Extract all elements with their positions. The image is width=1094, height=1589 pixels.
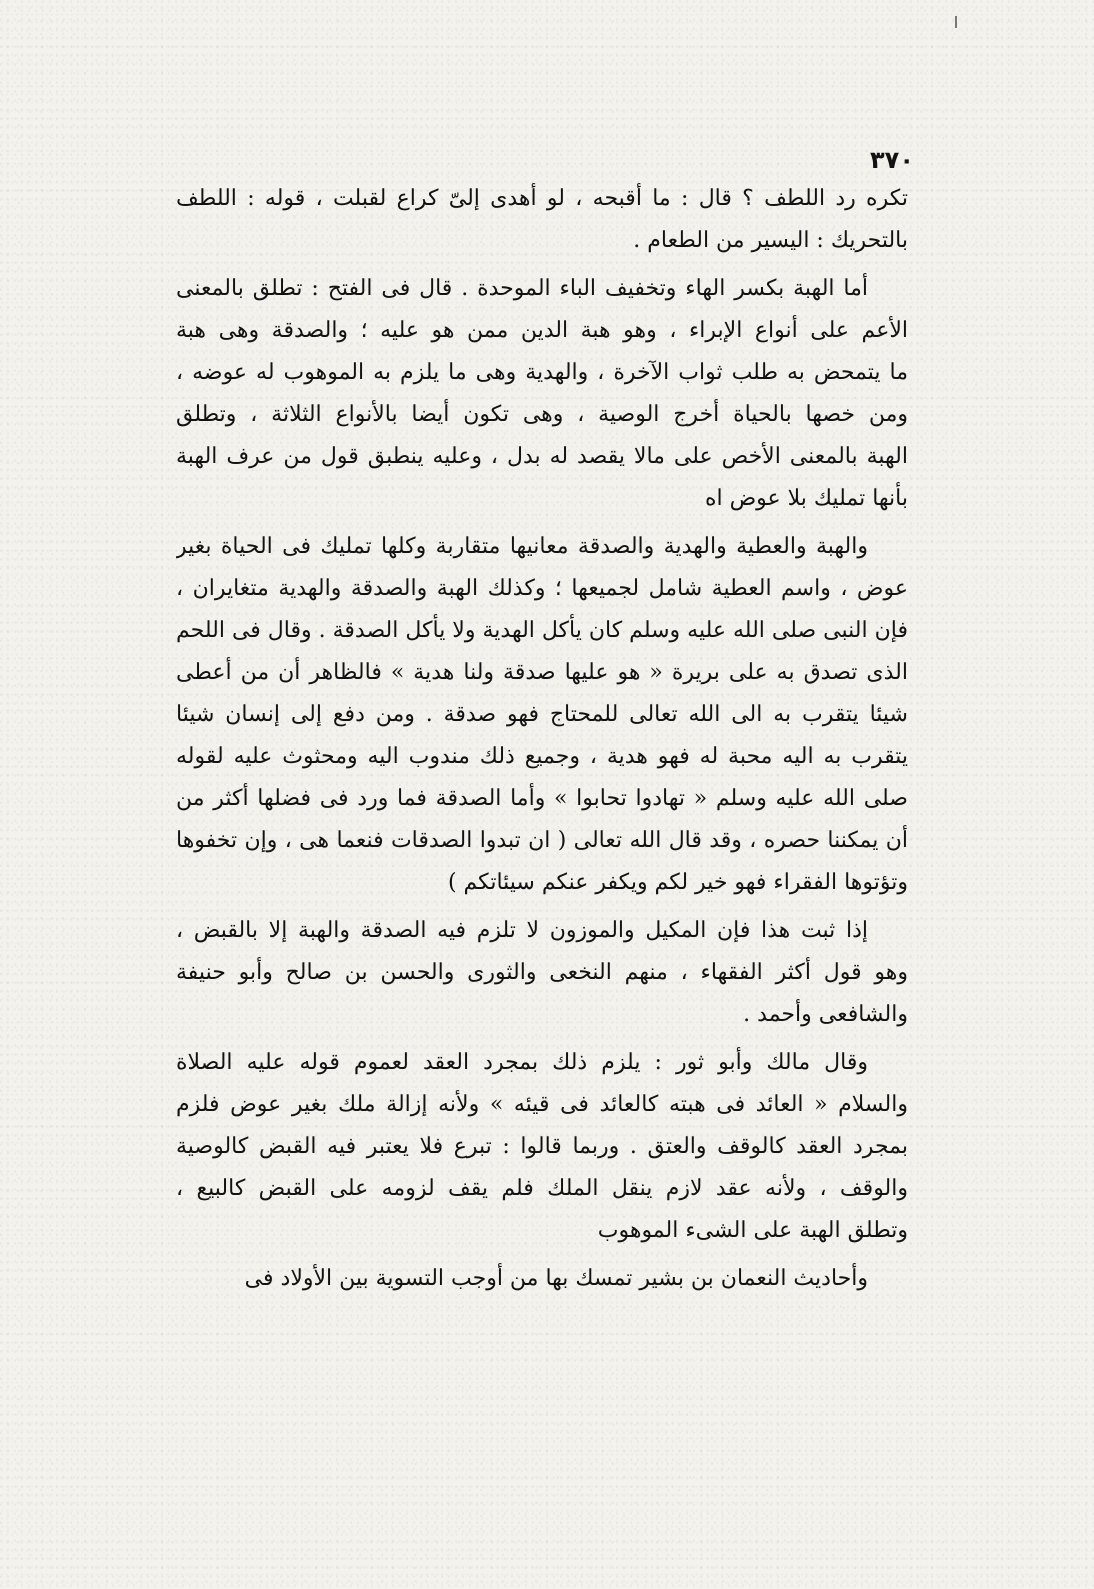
text-line: والهبة والعطية والهدية والصدقة معانيها متقاربة وكلها تمليك فى الحياة بغير: [176, 534, 868, 559]
paragraph: [176, 1042, 908, 1252]
paragraph: [176, 178, 908, 262]
text-line: إذا ثبت هذا فإن المكيل والموزون لا تلزم فيه الصدقة والهبة إلا بالقبض ،: [176, 918, 868, 943]
text-line: بالتحريك : اليسير من الطعام .: [633, 228, 908, 253]
text-line: الأعم على أنواع الإبراء ، وهو هبة الدين ممن هو عليه ؛ والصدقة وهى هبة: [176, 318, 908, 343]
text-line: وأحاديث النعمان بن بشير تمسك بها من أوجب التسوية بين الأولاد فى: [244, 1266, 868, 1291]
text-line: فإن النبى صلى الله عليه وسلم كان يأكل الهدية ولا يأكل الصدقة . وقال فى اللحم: [176, 618, 908, 643]
text-line: وقال مالك وأبو ثور : يلزم ذلك بمجرد العقد لعموم قوله عليه الصلاة: [176, 1050, 868, 1075]
text-line: عوض ، واسم العطية شامل لجميعها ؛ وكذلك الهبة والصدقة والهدية متغايران ،: [176, 576, 908, 601]
text-line: والوقف ، ولأنه عقد لازم ينقل الملك فلم يقف لزومه على القبض كالبيع ،: [176, 1176, 908, 1201]
paragraph: [176, 1258, 908, 1300]
paragraph: [176, 910, 908, 1036]
text-line: أن يمكننا حصره ، وقد قال الله تعالى ( ان تبدوا الصدقات فنعما هى ، وإن تخفوها: [176, 828, 908, 853]
text-line: الهبة بالمعنى الأخص على مالا يقصد له بدل ، وعليه ينطبق قول من عرف الهبة: [176, 444, 908, 469]
text-line: وتؤتوها الفقراء فهو خير لكم ويكفر عنكم سيئاتكم ): [447, 870, 908, 895]
text-line: ومن خصها بالحياة أخرج الوصية ، وهى تكون أيضا بالأنواع الثلاثة ، وتطلق: [176, 402, 908, 427]
text-line: شيئا يتقرب به الى الله تعالى للمحتاج فهو صدقة . ومن دفع إلى إنسان شيئا: [176, 702, 908, 727]
text-line: بأنها تمليك بلا عوض اه: [704, 486, 908, 511]
margin-mark: [955, 16, 957, 28]
paragraph: [176, 526, 908, 904]
text-line: ما يتمحض به طلب ثواب الآخرة ، والهدية وهى ما يلزم به الموهوب له عوضه ،: [176, 360, 908, 385]
page-number: ٣٧٠: [870, 146, 914, 174]
text-line: يتقرب به اليه محبة له فهو هدية ، وجميع ذلك مندوب اليه ومحثوث عليه لقوله: [176, 744, 908, 769]
text-line: أما الهبة بكسر الهاء وتخفيف الباء الموحدة . قال فى الفتح : تطلق بالمعنى: [176, 276, 868, 301]
text-line: والسلام « العائد فى هبته كالعائد فى قيئه » ولأنه إزالة ملك بغير عوض فلزم: [176, 1092, 908, 1117]
text-line: والشافعى وأحمد .: [743, 1002, 908, 1027]
text-line: الذى تصدق به على بريرة « هو عليها صدقة ولنا هدية » فالظاهر أن من أعطى: [176, 660, 908, 685]
paragraph: [176, 268, 908, 520]
text-line: تكره رد اللطف ؟ قال : ما أقبحه ، لو أهدى إلىّ كراع لقبلت ، قوله : اللطف: [176, 186, 908, 211]
text-line: صلى الله عليه وسلم « تهادوا تحابوا » وأما الصدقة فما ورد فى فضلها أكثر من: [176, 786, 908, 811]
document-text: [176, 178, 908, 1300]
text-line: بمجرد العقد كالوقف والعتق . وربما قالوا : تبرع فلا يعتبر فيه القبض كالوصية: [176, 1134, 908, 1159]
text-line: وهو قول أكثر الفقهاء ، منهم النخعى والثورى والحسن بن صالح وأبو حنيفة: [176, 960, 908, 985]
text-line: وتطلق الهبة على الشىء الموهوب: [597, 1218, 908, 1243]
